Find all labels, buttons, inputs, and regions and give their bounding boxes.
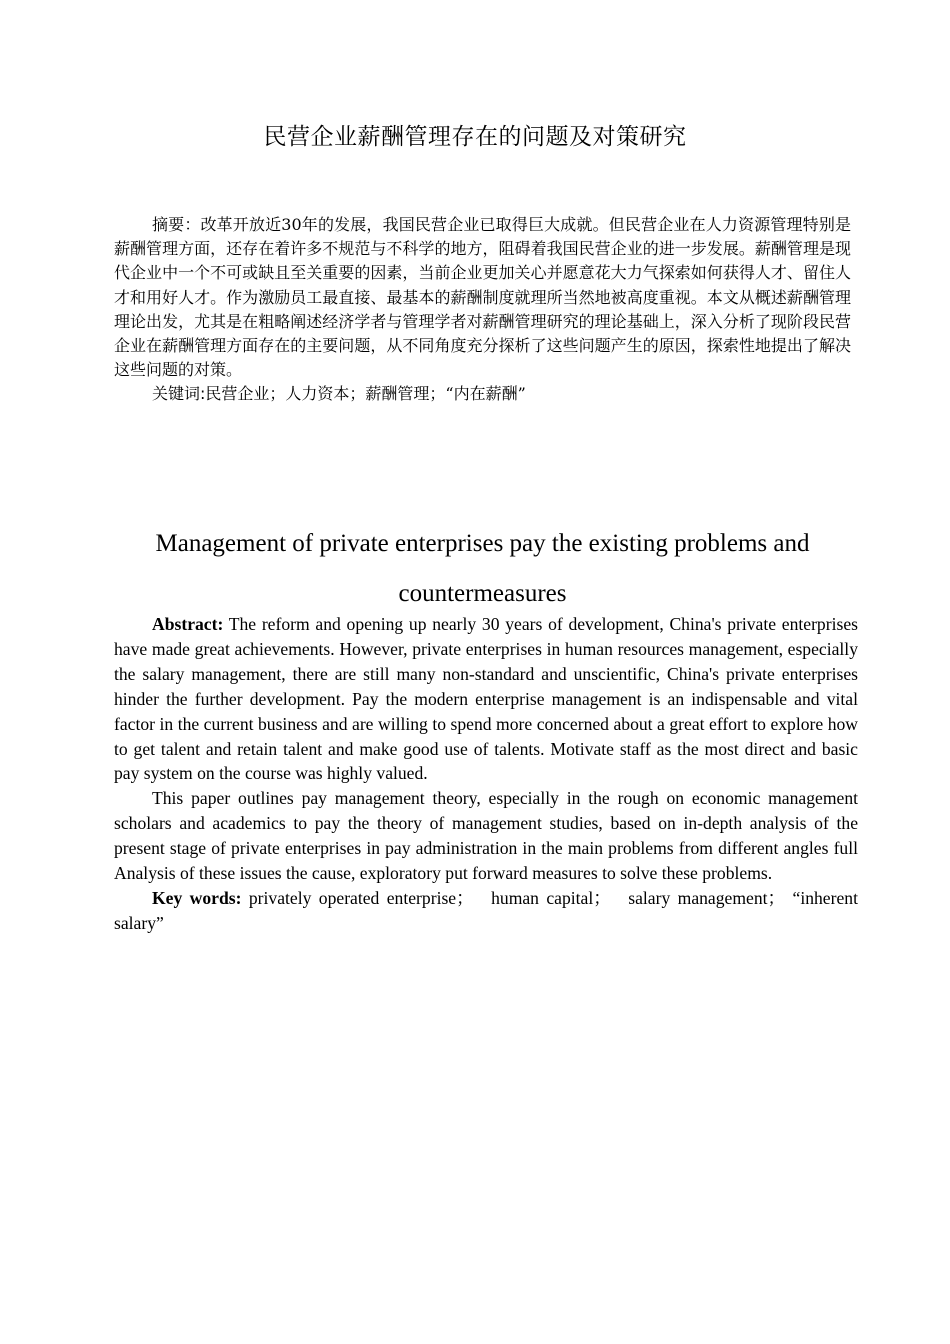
chinese-abstract-section [114, 213, 851, 407]
english-keyword: salary management； [628, 887, 786, 908]
english-abstract-paragraph-2: This paper outlines pay management theory, especially in the rough on economic management scholars and academics to pay the theory of management studies, based on in-depth analysis of the present stage of private enterprises in pay administration in the main problems from different angles full Analysis of these issues the cause, exploratory put forward measures to solve these problems. [114, 788, 858, 884]
chinese-keywords-paragraph [114, 382, 851, 406]
english-keywords-label: Key words: [152, 887, 242, 908]
chinese-abstract-label: 摘要： [152, 215, 201, 234]
english-abstract-label: Abstract: [152, 614, 224, 634]
english-abstract-paragraph-1 [114, 612, 858, 786]
english-abstract-section [114, 612, 858, 936]
chinese-abstract-text: 改革开放近30年的发展，我国民营企业已取得巨大成就。但民营企业在人力资源管理特别是薪酬管理方面，还存在着许多不规范与不科学的地方，阻碍着我国民营企业的进一步发展。薪酬管理是现代企业中一个不可或缺且至关重要的因素，当前企业更加关心并愿意花大力气探索如何获得人才、留住人才和用好人才。作为激励员工最直接、最基本的薪酬制度就理所当然地被高度重视。本文从概述薪酬管理理论出发，尤其是在粗略阐述经济学者与管理学者对薪酬管理研究的理论基础上，深入分析了现阶段民营企业在薪酬管理方面存在的主要问题，从不同角度充分探析了这些问题产生的原因，探索性地提出了解决这些问题的对策。 [114, 215, 851, 380]
chinese-abstract-paragraph [114, 213, 851, 382]
english-abstract-text-1: The reform and opening up nearly 30 years of development, China's private enterprises have made great achievements. However, private enterprises in human resources management, especially the salary management, there are still many non-standard and unscientific, China's private enterprises hinder the further development. Pay the modern enterprise management is an indispensable and vital factor in the current business and are willing to spend more concerned about a great effort to explore how to get talent and retain talent and make good use of talents. Motivate staff as the most direct and basic pay system on the course was highly valued. [114, 614, 858, 784]
english-keywords-paragraph [114, 886, 858, 936]
english-keyword: human capital； [491, 887, 611, 908]
chinese-keywords-text: 民营企业；人力资本；薪酬管理；“内在薪酬” [205, 384, 526, 404]
english-keyword: “inherent salary” [114, 887, 858, 933]
english-keyword: privately operated enterprise； [248, 887, 474, 908]
english-title: Management of private enterprises pay the existing problems and countermeasures [155, 530, 810, 607]
chinese-keywords-label: 关键词: [152, 384, 206, 404]
chinese-title: 民营企业薪酬管理存在的问题及对策研究 [263, 124, 687, 150]
